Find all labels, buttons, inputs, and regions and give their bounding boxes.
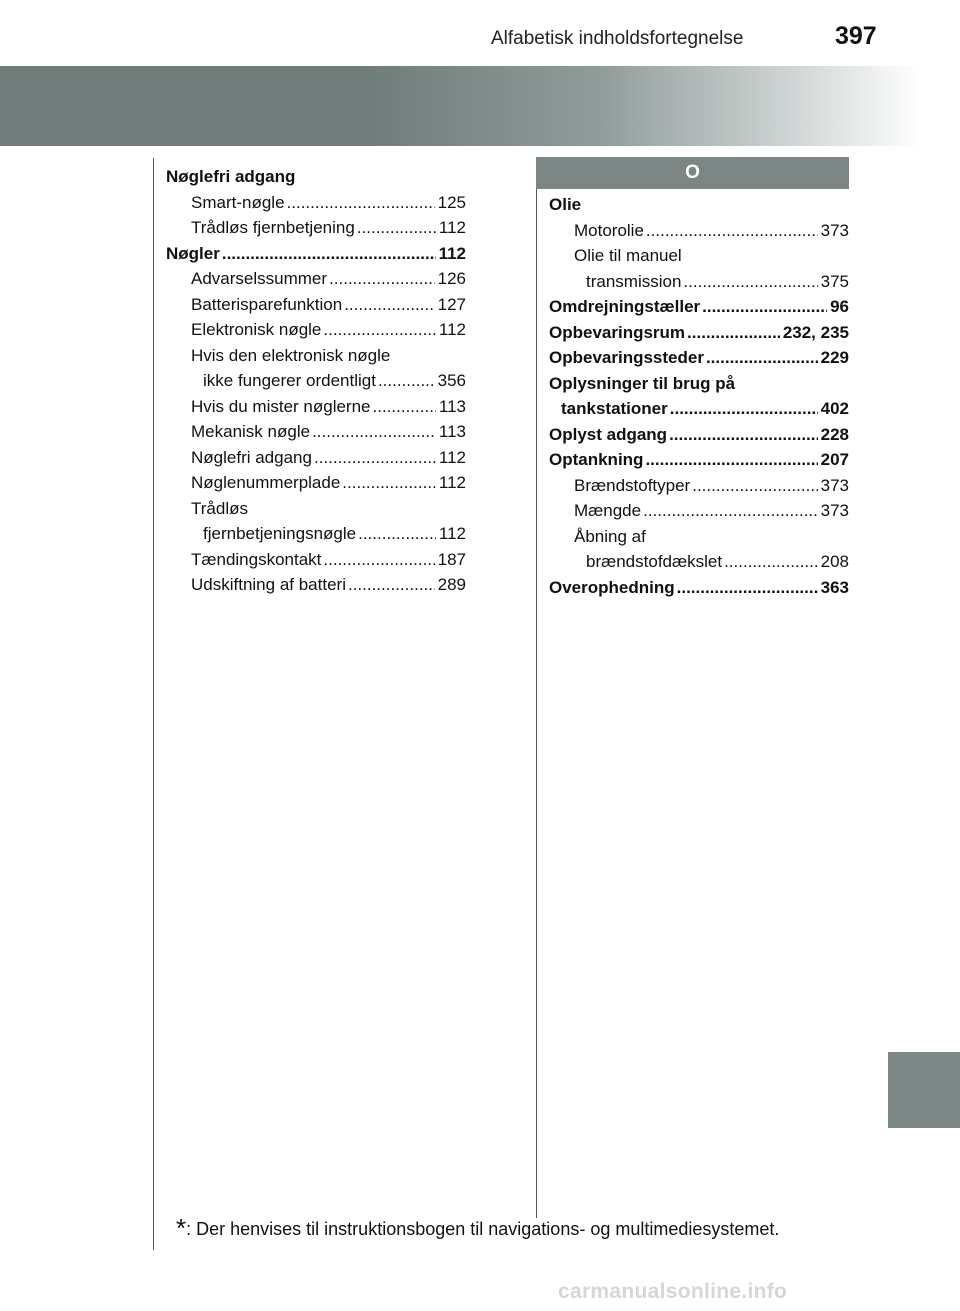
index-entry-page: 228 [820, 424, 849, 444]
index-entry [166, 164, 466, 190]
index-entry-page: 356 [437, 371, 466, 390]
dot-leader [312, 419, 436, 445]
index-entry [549, 371, 849, 397]
index-entry [549, 294, 849, 320]
index-entry [549, 320, 849, 346]
index-entry-page: 402 [820, 399, 849, 418]
dot-leader [646, 218, 818, 244]
index-entry [549, 192, 849, 218]
index-entry-text: Oplysninger til brug på [549, 373, 736, 393]
index-entry-text: Brændstoftyper [574, 475, 691, 495]
header-banner [0, 66, 960, 146]
index-entry [166, 292, 466, 318]
index-entry-page: 112 [438, 320, 466, 339]
index-entry-text: Batterisparefunktion [191, 294, 343, 314]
dot-leader [342, 470, 436, 496]
dot-leader [323, 547, 434, 573]
index-column-right [549, 192, 849, 600]
page-number: 397 [835, 22, 877, 50]
index-entry [549, 422, 849, 448]
dot-leader [344, 292, 434, 318]
dot-leader [683, 269, 817, 295]
index-entry [549, 524, 849, 550]
index-entry-text: Mængde [574, 501, 642, 520]
index-entry-page: 112 [438, 524, 466, 543]
index-entry-text: Oplyst adgang [549, 424, 668, 444]
index-entry-text: Trådløs fjernbetjening [191, 218, 355, 237]
index-entry [549, 218, 849, 244]
footnote [176, 1213, 779, 1244]
chapter-side-tab [888, 1052, 960, 1128]
index-entry-text: Hvis du mister nøglerne [191, 396, 371, 416]
dot-leader [677, 575, 818, 601]
dot-leader [706, 345, 818, 371]
index-entry-page: 187 [437, 549, 466, 569]
index-entry-page: 375 [820, 271, 849, 291]
middle-column-rule [536, 158, 537, 1218]
index-entry [166, 521, 466, 547]
index-entry-text: fjernbetjeningsnøgle [203, 524, 357, 543]
dot-leader [687, 320, 780, 346]
footnote-marker: * [176, 1213, 187, 1243]
index-entry-text: Trådløs [191, 498, 248, 518]
index-entry [166, 470, 466, 496]
index-entry-text: Overophedning [549, 577, 675, 597]
index-entry-text: Tændingskontakt [191, 549, 322, 569]
dot-leader [323, 317, 436, 343]
index-entry-text: Olie [549, 195, 582, 214]
index-entry [166, 368, 466, 394]
index-entry-text: tankstationer [561, 399, 668, 418]
index-entry-page: 363 [820, 577, 849, 597]
index-entry-text: Omdrejningstæller [549, 297, 701, 316]
index-entry [549, 345, 849, 371]
index-entry [166, 547, 466, 573]
dot-leader [643, 498, 818, 524]
index-entry-text: Nøgler [166, 243, 220, 263]
index-entry [549, 269, 849, 295]
index-entry [549, 473, 849, 499]
index-entry-text: ikke fungerer ordentligt [203, 371, 376, 390]
index-entry-page: 96 [830, 297, 849, 316]
index-entry-text: Opbevaringsrum [549, 322, 686, 342]
dot-leader [314, 445, 436, 471]
index-entry-text: Nøglenummerplade [191, 473, 341, 492]
dot-leader [329, 266, 435, 292]
index-entry-text: Olie til manuel [574, 246, 682, 265]
index-entry-text: Advarselssummer [191, 269, 328, 288]
index-entry [166, 572, 466, 598]
index-entry-text: Motorolie [574, 220, 644, 240]
index-entry [166, 419, 466, 445]
index-entry [166, 496, 466, 522]
index-entry-page: 373 [820, 475, 849, 495]
watermark-text: carmanualsonline.info [558, 1280, 788, 1303]
index-entry [166, 317, 466, 343]
index-entry [549, 447, 849, 473]
dot-leader [645, 447, 817, 473]
index-entry-text: Mekanisk nøgle [191, 422, 311, 441]
index-entry-text: Åbning af [574, 526, 646, 546]
index-entry-page: 113 [438, 396, 466, 416]
index-entry-page: 373 [820, 220, 849, 240]
dot-leader [357, 215, 436, 241]
index-entry [166, 266, 466, 292]
index-entry-page: 127 [437, 294, 466, 314]
index-entry [549, 498, 849, 524]
dot-leader [287, 190, 435, 216]
index-entry-text: Hvis den elektronisk nøgle [191, 345, 391, 365]
dot-leader [348, 572, 435, 598]
index-entry-text: Optankning [549, 450, 644, 469]
dot-leader [670, 396, 818, 422]
index-entry-page: 373 [820, 501, 849, 520]
index-entry-text: Opbevaringssteder [549, 348, 704, 367]
index-entry-page: 112 [438, 218, 466, 237]
section-letter-header: O [536, 157, 849, 189]
index-entry [549, 396, 849, 422]
index-entry-page: 208 [820, 552, 849, 571]
dot-leader [692, 473, 817, 499]
index-entry-page: 207 [820, 450, 849, 469]
dot-leader [373, 394, 436, 420]
index-entry-text: Elektronisk nøgle [191, 320, 322, 339]
index-entry-page: 229 [820, 348, 849, 367]
dot-leader [222, 241, 436, 267]
index-entry-page: 112 [438, 473, 466, 492]
index-entry-page: 112 [438, 447, 466, 467]
index-entry-page: 289 [437, 575, 466, 594]
dot-leader [669, 422, 818, 448]
index-entry [549, 575, 849, 601]
index-entry [549, 243, 849, 269]
index-entry [166, 215, 466, 241]
index-entry [166, 394, 466, 420]
index-entry [166, 241, 466, 267]
index-column-left [166, 164, 466, 598]
index-entry [166, 445, 466, 471]
index-entry-text: transmission [586, 271, 682, 291]
index-entry-text: Smart-nøgle [191, 192, 285, 212]
running-header-title: Alfabetisk indholdsfortegnelse [491, 28, 744, 49]
dot-leader [724, 549, 818, 575]
index-entry [166, 343, 466, 369]
index-entry-page: 112 [438, 243, 466, 263]
left-column-rule [153, 158, 154, 1250]
index-entry-text: Nøglefri adgang [166, 167, 296, 186]
index-entry [549, 549, 849, 575]
index-entry [166, 190, 466, 216]
dot-leader [378, 368, 435, 394]
dot-leader [358, 521, 436, 547]
footnote-text: : Der henvises til instruktionsbogen til navigations- og multimediesystemet. [186, 1219, 780, 1239]
index-entry-page: 113 [438, 422, 466, 441]
index-entry-text: Nøglefri adgang [191, 447, 312, 467]
dot-leader [702, 294, 827, 320]
index-entry-page: 125 [437, 192, 466, 212]
index-entry-page: 126 [437, 269, 466, 288]
index-entry-text: Udskiftning af batteri [191, 575, 346, 594]
index-entry-page: 232, 235 [782, 322, 849, 342]
index-entry-text: brændstofdækslet [586, 552, 723, 571]
